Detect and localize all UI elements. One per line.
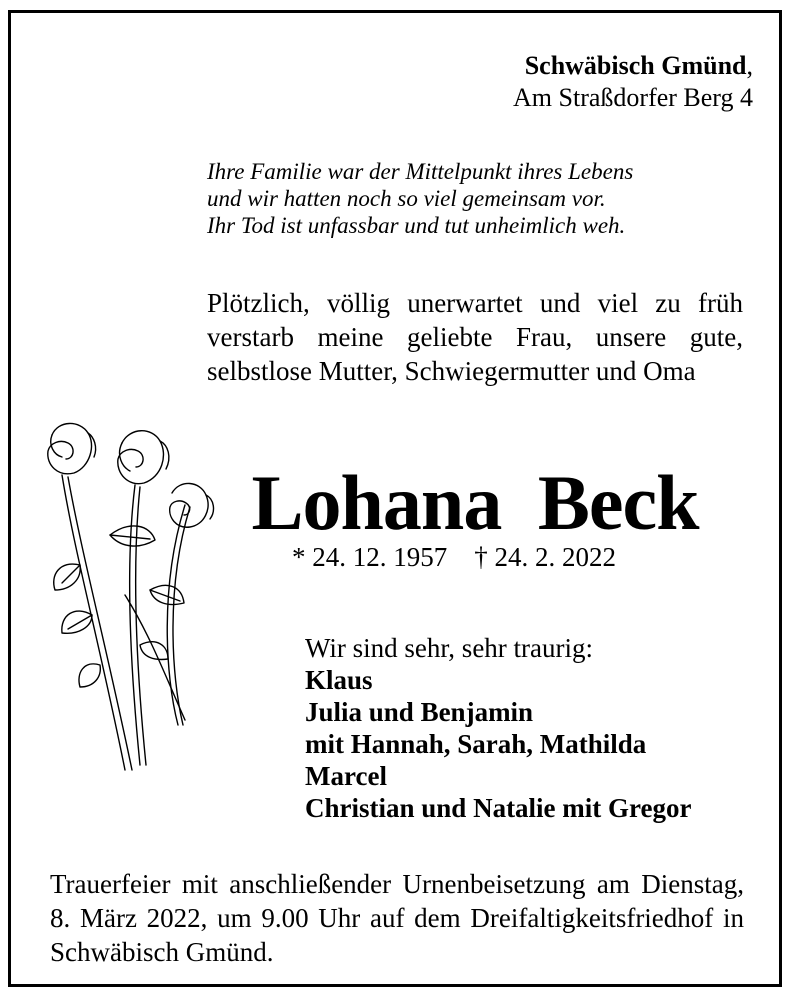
poem-line: und wir hatten noch so viel gemeinsam vor. bbox=[207, 186, 606, 211]
mourners-lead: Wir sind sehr, sehr traurig: bbox=[305, 633, 594, 663]
life-dates bbox=[292, 540, 616, 574]
deceased-name: Lohana Beck bbox=[251, 459, 699, 546]
mourner-name: Julia und Benjamin bbox=[305, 697, 534, 727]
birth-date: * 24. 12. 1957 bbox=[292, 542, 448, 572]
poem bbox=[207, 158, 633, 239]
city: Schwäbisch Gmünd bbox=[524, 51, 747, 80]
city-comma: , bbox=[746, 51, 753, 80]
death-date: † 24. 2. 2022 bbox=[474, 542, 616, 572]
street-address: Am Straßdorfer Berg 4 bbox=[513, 83, 753, 112]
roses-icon bbox=[40, 415, 225, 780]
mourner-name: Marcel bbox=[305, 761, 387, 791]
mourner-name: Klaus bbox=[305, 665, 373, 695]
service-info: Trauerfeier mit anschließender Urnenbeisetzung am Dienstag, 8. März 2022, um 9.00 Uhr auf dem Dreifaltigkeitsfriedhof in Schwäbisch Gmünd. bbox=[50, 869, 744, 967]
address-block bbox=[513, 50, 753, 114]
mourners-list bbox=[305, 632, 692, 824]
poem-line: Ihre Familie war der Mittelpunkt ihres Lebens bbox=[207, 159, 634, 184]
intro-text: Plötzlich, völlig unerwartet und viel zu früh verstarb meine geliebte Frau, unsere gute, selbstlose Mutter, Schwiegermutter und Oma bbox=[207, 288, 743, 386]
poem-line: Ihr Tod ist unfassbar und tut unheimlich weh. bbox=[207, 213, 626, 238]
mourner-name: mit Hannah, Sarah, Mathilda bbox=[305, 729, 647, 759]
mourner-name: Christian und Natalie mit Gregor bbox=[305, 793, 692, 823]
